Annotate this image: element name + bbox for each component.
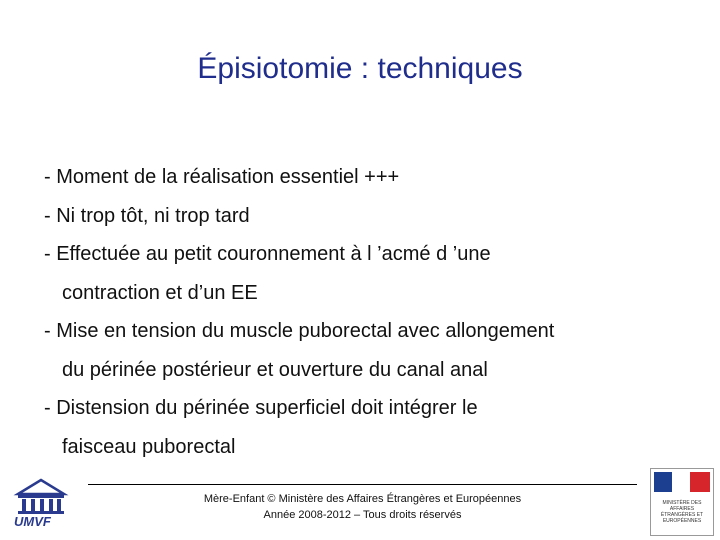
bullet-line: - Ni trop tôt, ni trop tard bbox=[44, 204, 250, 227]
footer-line-1: Mère-Enfant © Ministère des Affaires Étrangères et Européennes bbox=[203, 493, 522, 505]
slide-title: Épisiotomie : techniques bbox=[197, 52, 523, 85]
bullet-line: - Distension du périnée superficiel doit intégrer le bbox=[44, 397, 478, 419]
ministry-logo-text: MINISTÈRE DES AFFAIRES ÉTRANGÈRES ET EUROPÉENNES bbox=[660, 500, 704, 524]
bullet-list bbox=[44, 158, 684, 466]
bullet-line: - Moment de la réalisation essentiel +++ bbox=[44, 166, 400, 188]
bullet-line-continuation: du périnée postérieur et ouverture du canal anal bbox=[62, 358, 488, 381]
footer-copyright bbox=[88, 491, 637, 523]
french-republic-flag-icon bbox=[651, 469, 713, 495]
bullet-line-continuation: contraction et d’un EE bbox=[62, 281, 258, 304]
umvf-logo-text: UMVF bbox=[14, 514, 51, 529]
bullet-line-continuation: faisceau puborectal bbox=[62, 435, 236, 458]
bullet-line: - Mise en tension du muscle puborectal avec allongement bbox=[44, 320, 555, 342]
bullet-line: - Effectuée au petit couronnement à l ’acmé d ’une bbox=[44, 243, 491, 265]
footer-line-2: Année 2008-2012 – Tous droits réservés bbox=[263, 509, 462, 521]
footer-divider bbox=[88, 484, 637, 485]
